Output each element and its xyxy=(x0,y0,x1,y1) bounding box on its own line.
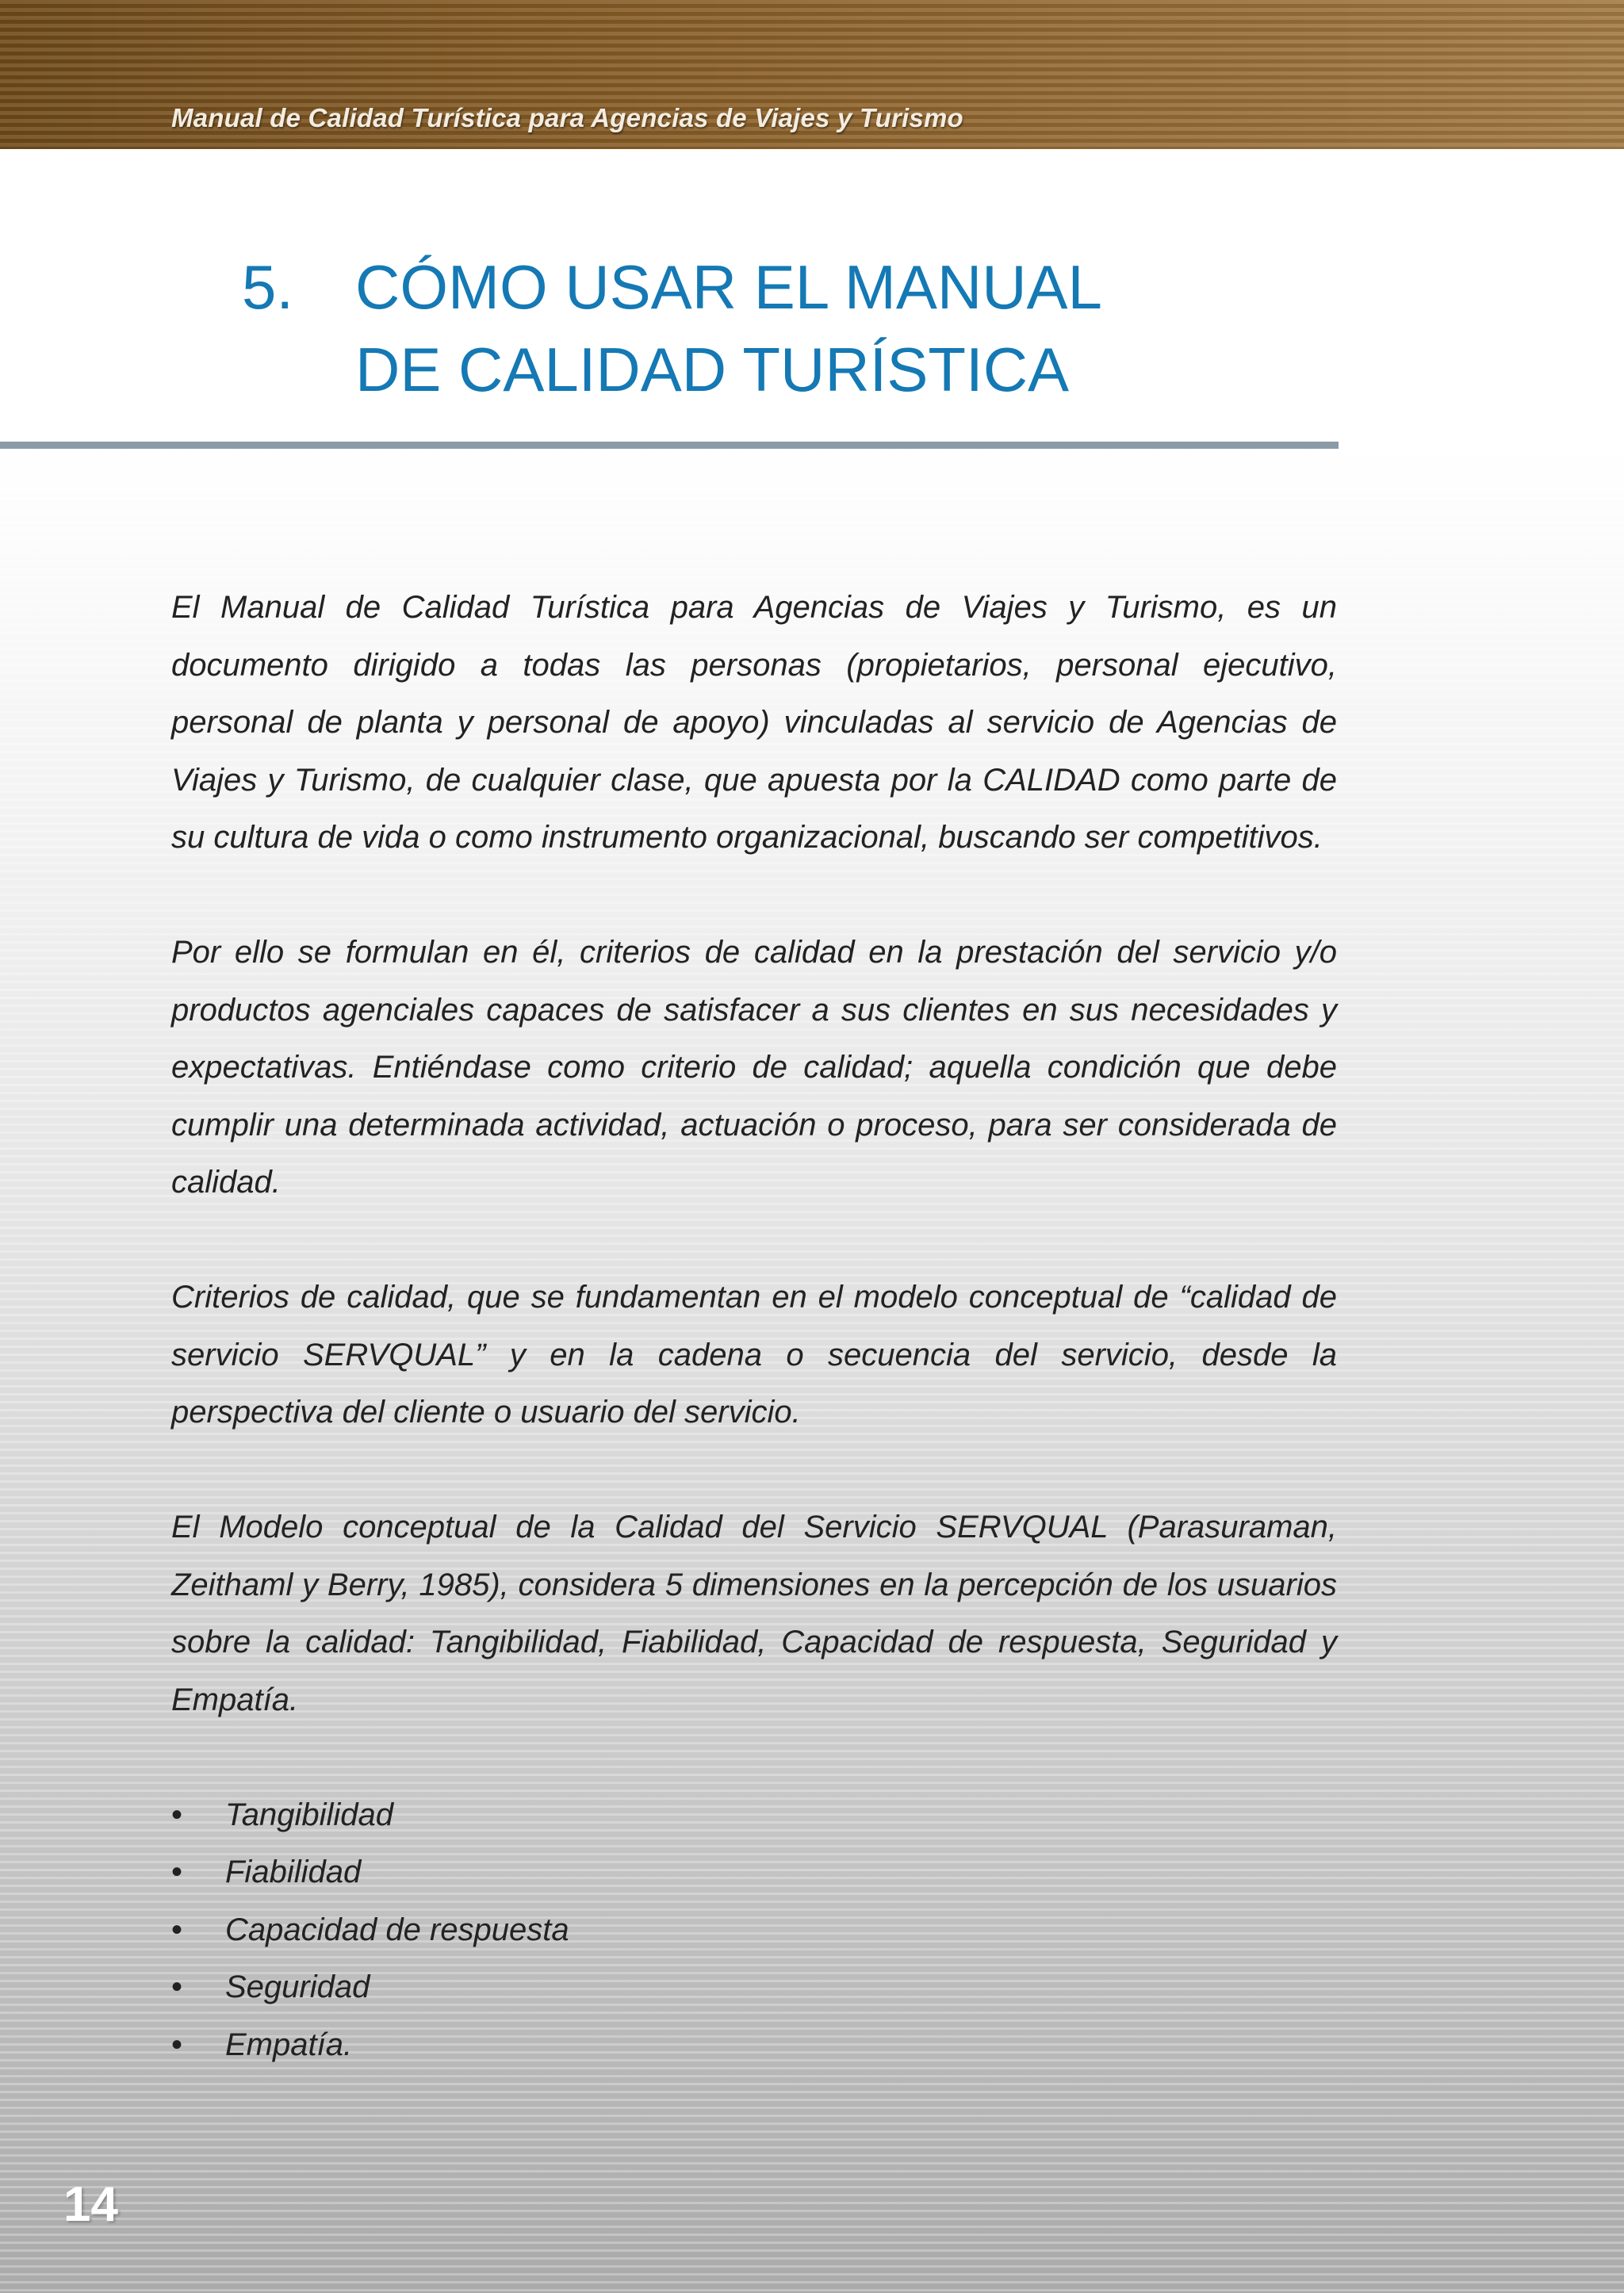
list-item xyxy=(171,2016,1337,2074)
bullet-icon: • xyxy=(171,1970,183,2004)
bullet-icon: • xyxy=(171,2027,183,2062)
page-number: 14 xyxy=(63,2177,118,2232)
section-heading xyxy=(242,246,1102,411)
list-item-label: Empatía. xyxy=(225,2027,353,2062)
paragraph-servqual-basis: Criterios de calidad, que se fundamentan en el modelo conceptual de “calidad de servicio SERVQUAL” y en la cadena o secuencia del servicio, desde la perspectiva del cliente o usuario del servicio. xyxy=(171,1280,1337,1430)
bullet-icon: • xyxy=(171,1855,183,1889)
bullet-icon: • xyxy=(171,1912,183,1947)
dimensions-list xyxy=(171,1786,1337,2074)
paragraph-intro: El Manual de Calidad Turística para Agencias de Viajes y Turismo, es un documento dirigido a todas las personas (propietarios, personal ejecutivo, personal de planta y personal de apoyo) vinculadas al servicio de Agencias de Viajes y Turismo, de cualquier clase, que apuesta por la CALIDAD como parte de su cultura de vida o como instrumento organizacional, buscando ser competitivos. xyxy=(171,590,1337,855)
heading-divider xyxy=(0,442,1339,449)
list-item xyxy=(171,1786,1337,1844)
section-number: 5. xyxy=(242,252,294,322)
header-band xyxy=(0,0,1624,149)
running-header-title: Manual de Calidad Turística para Agencias de Viajes y Turismo xyxy=(171,103,963,132)
bullet-icon: • xyxy=(171,1797,183,1832)
list-item-label: Seguridad xyxy=(225,1970,370,2004)
list-item-label: Tangibilidad xyxy=(225,1797,394,1832)
body-text xyxy=(171,579,1337,2073)
list-item-label: Fiabilidad xyxy=(225,1855,362,1889)
section-title-line2: DE CALIDAD TURÍSTICA xyxy=(355,335,1070,404)
paragraph-servqual-model: El Modelo conceptual de la Calidad del Servicio SERVQUAL (Parasuraman, Zeithaml y Berry, 1985), considera 5 dimensiones en la percepción de los usuarios sobre la calidad: Tangibilidad, Fiabilidad, Capacidad de respuesta, Seguridad y Empatía. xyxy=(171,1510,1337,1717)
section-title-line1: CÓMO USAR EL MANUAL xyxy=(355,252,1102,322)
list-item xyxy=(171,1958,1337,2016)
list-item-label: Capacidad de respuesta xyxy=(225,1912,569,1947)
list-item xyxy=(171,1901,1337,1959)
list-item xyxy=(171,1843,1337,1901)
paragraph-criteria: Por ello se formulan en él, criterios de calidad en la prestación del servicio y/o productos agenciales capaces de satisfacer a sus clientes en sus necesidades y expectativas. Entiéndase como criterio de calidad; aquella condición que debe cumplir una determinada actividad, actuación o proceso, para ser considerada de calidad. xyxy=(171,935,1337,1200)
